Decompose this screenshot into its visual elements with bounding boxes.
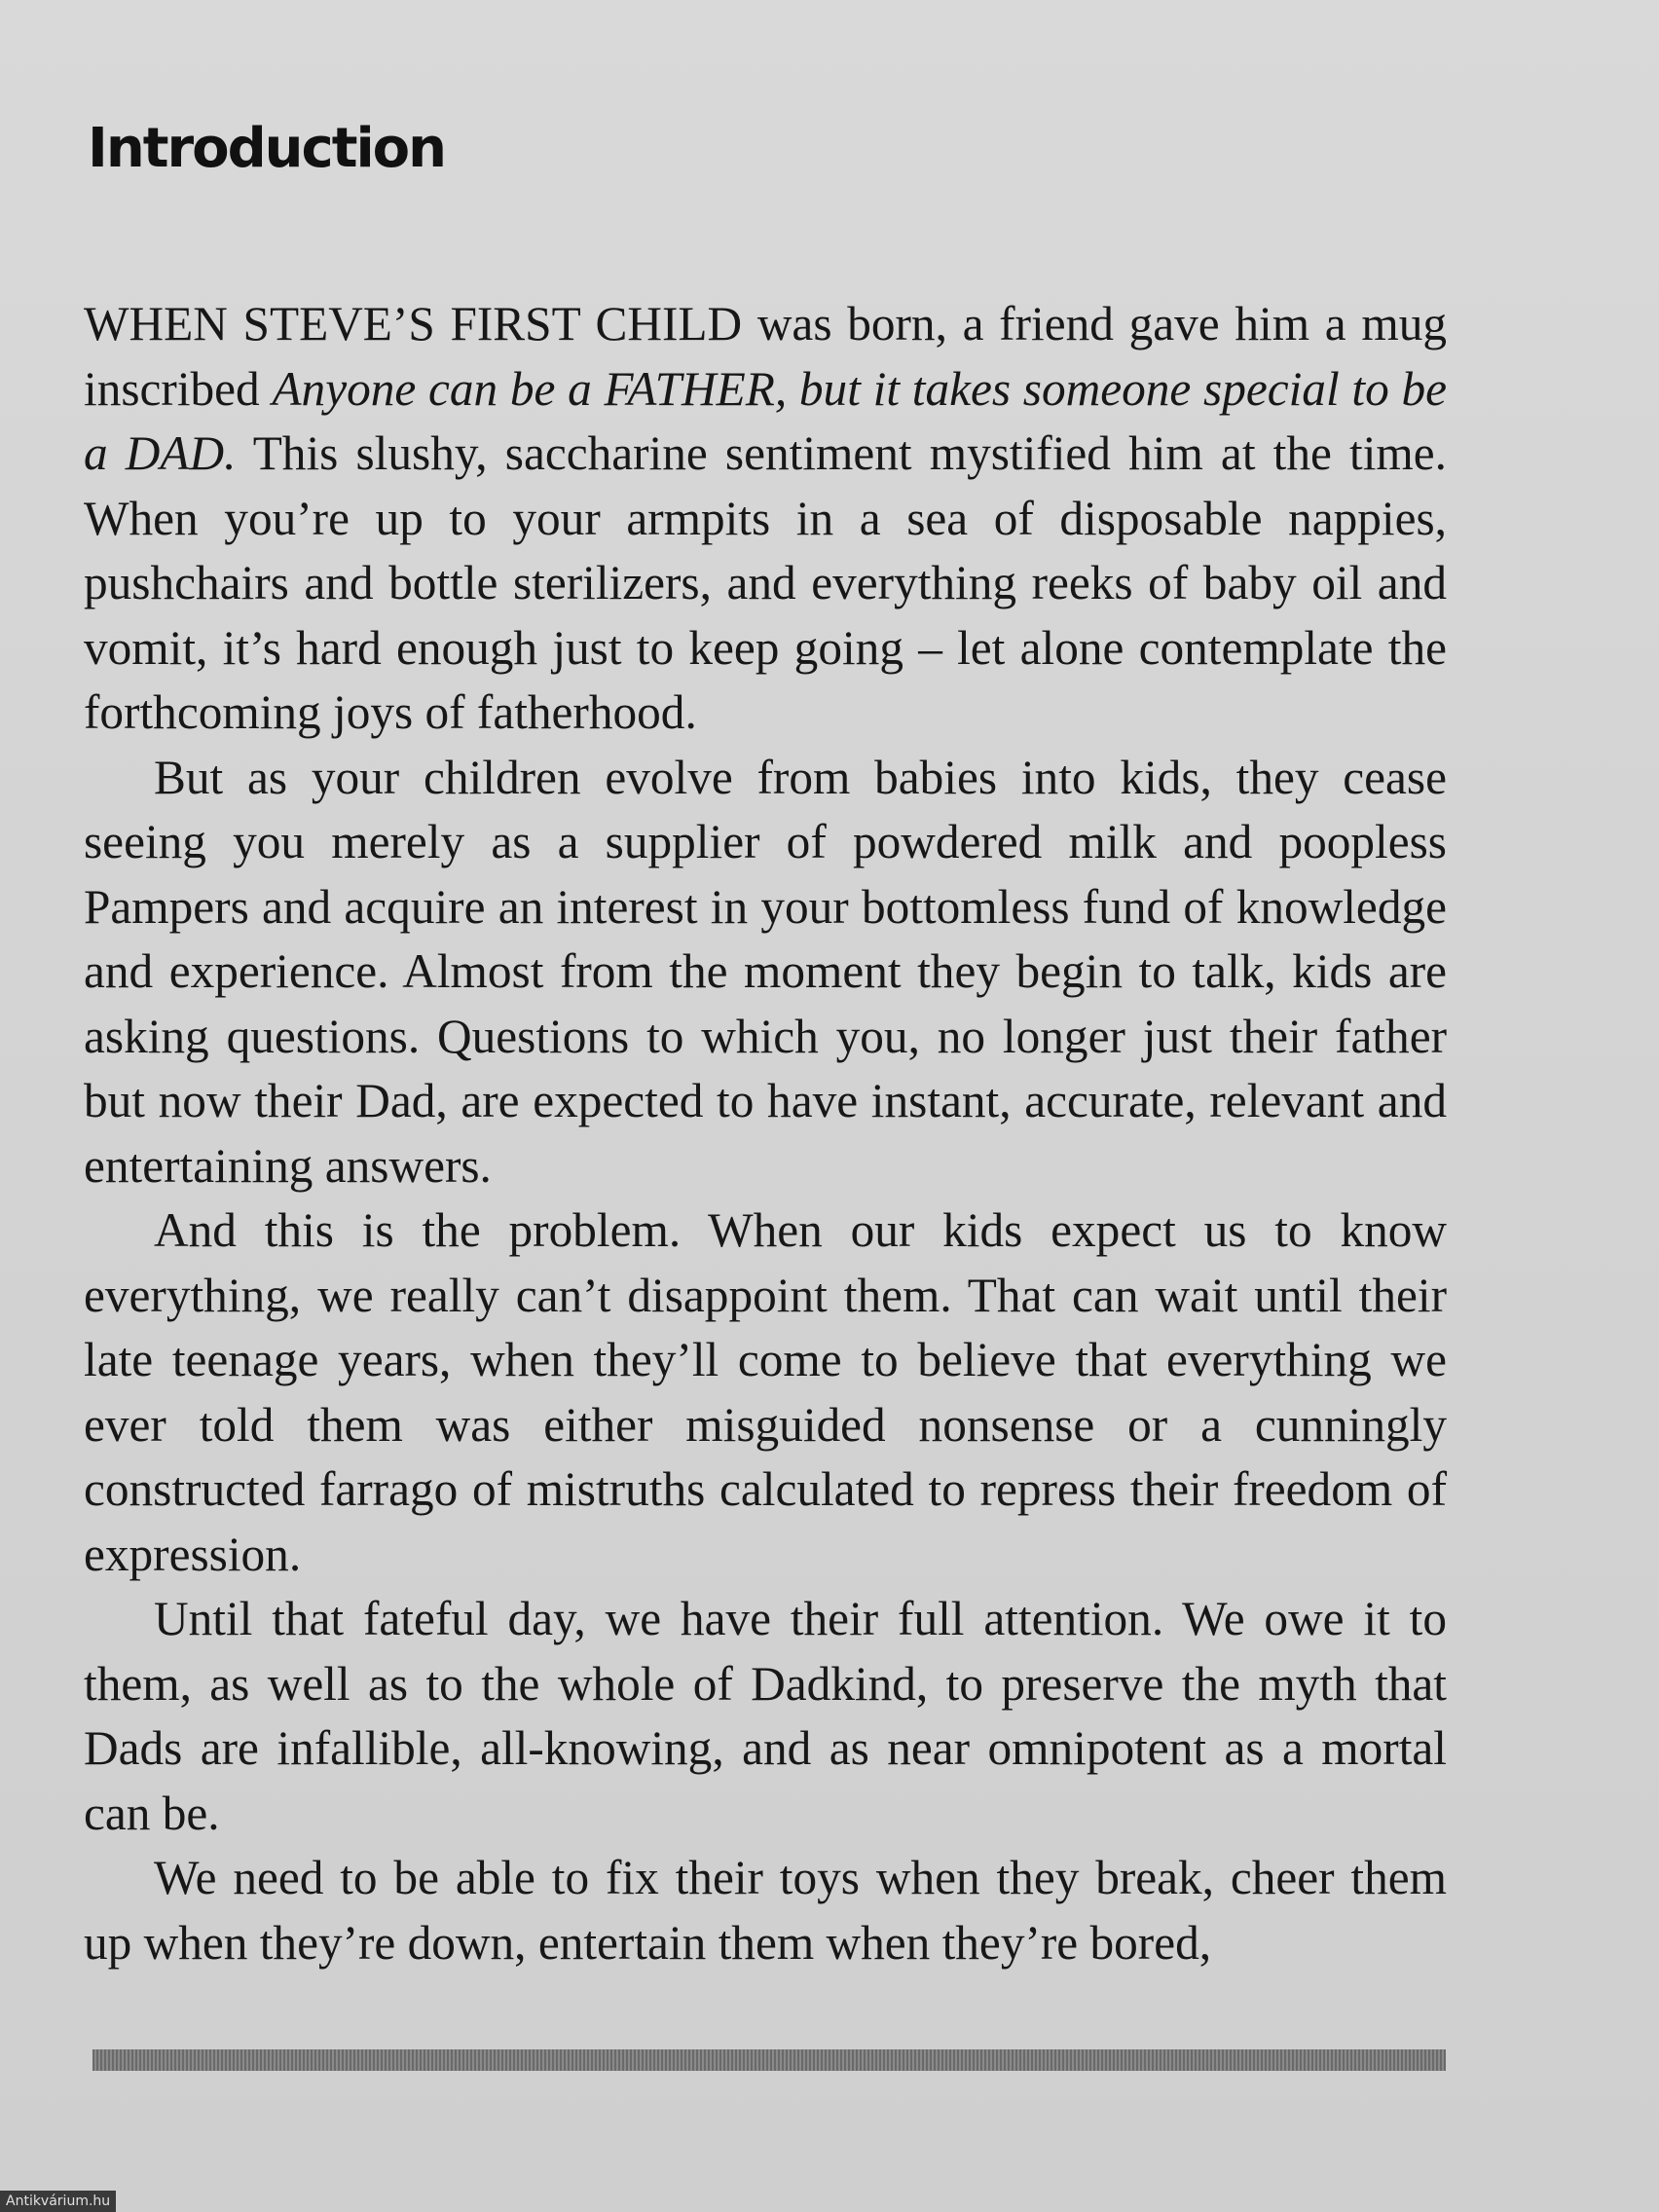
- paragraph-2: But as your children evolve from babies into kids, they cease seeing you merely as a supplier of powdered milk and poopless Pampers and acquire an interest in your bottomless fund of knowledge and experience. Almost from the moment they begin to talk, kids are asking questions. Questions to which you, no longer just their father but now their Dad, are expected to have instant, accurate, relevant and entertaining answers.: [84, 750, 1447, 1193]
- paragraph-1: [84, 292, 1447, 746]
- paragraph-4: Until that fateful day, we have their full attention. We owe it to them, as well as to the whole of Dadkind, to preserve the myth that Dads are infallible, all-knowing, and as near omnipotent as a mortal can be.: [84, 1592, 1447, 1840]
- paragraph-1-text-a: was born, a friend gave him a mug inscribed: [84, 297, 1447, 416]
- paragraph-3: And this is the problem. When our kids expect us to know everything, we really can’t disappoint them. That can wait until their late teenage years, when they’ll come to believe that everything we ever told them was either misguided nonsense or a cunningly constructed farrago of mistruths calculated to repress their freedom of expression.: [84, 1203, 1447, 1581]
- chapter-heading: Introduction: [88, 117, 446, 180]
- footer-rule: [92, 2049, 1446, 2071]
- watermark: Antikvárium.hu: [0, 2191, 116, 2212]
- body-text: [84, 292, 1447, 1975]
- paragraph-5: We need to be able to fix their toys when they break, cheer them up when they’re down, entertain them when they’re bored,: [84, 1851, 1447, 1970]
- opening-caps: WHEN STEVE’S FIRST CHILD: [84, 297, 743, 350]
- paragraph-1-text-b: This slushy, saccharine sentiment mystified him at the time. When you’re up to your armpits in a sea of disposable nappies, pushchairs and bottle sterilizers, and everything reeks of baby oil and vomit, it’s hard enough just to keep going – let alone contemplate the forthcoming joys of fatherhood.: [84, 426, 1447, 739]
- mug-inscription: Anyone can be a FATHER, but it takes someone special to be a DAD.: [84, 361, 1447, 480]
